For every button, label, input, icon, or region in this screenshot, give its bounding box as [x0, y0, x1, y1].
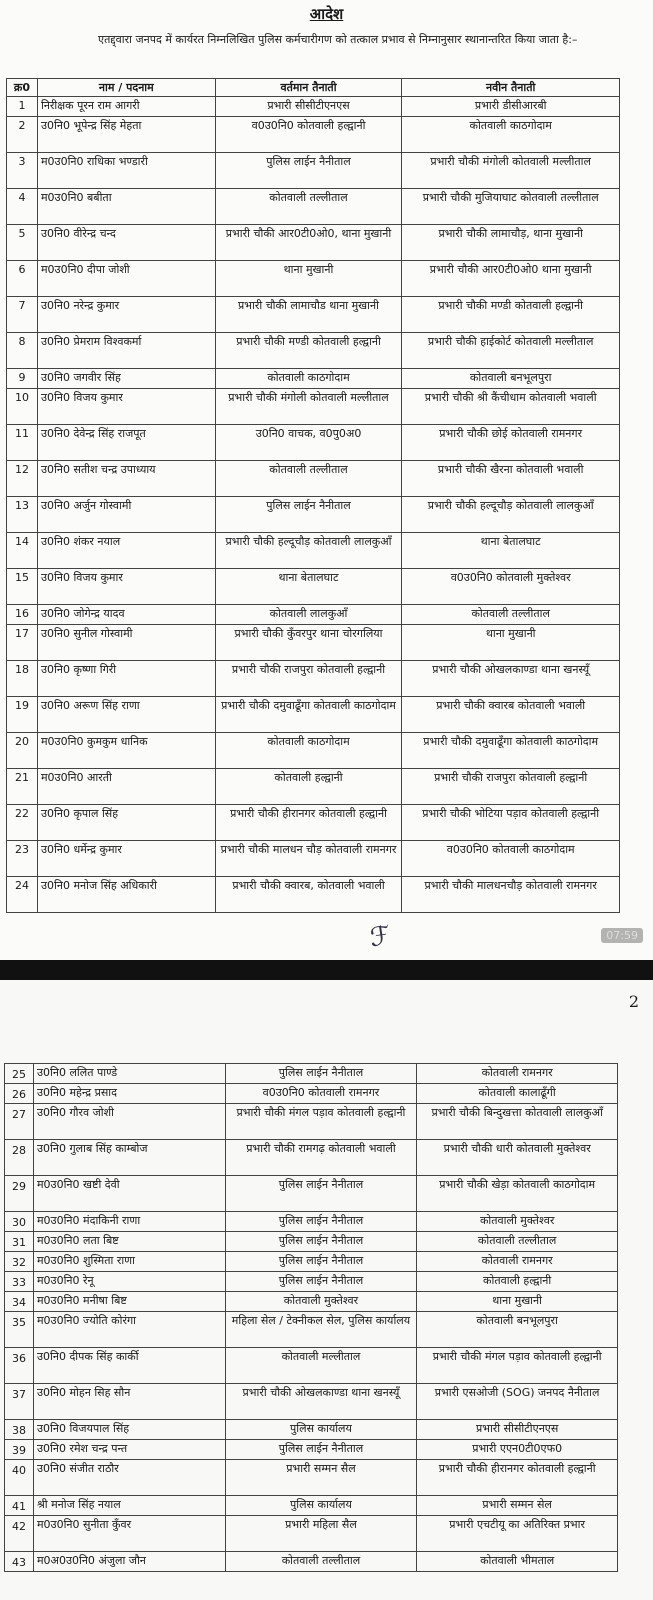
row-current-posting: प्रभारी चौकी क्वारब, कोतवाली भवाली — [215, 877, 402, 913]
row-new-posting: कोतवाली भीमताल — [417, 1552, 618, 1572]
row-name: उ0नि0 जगवीर सिंह — [37, 369, 215, 389]
row-serial: 24 — [7, 877, 38, 913]
table-row — [5, 1440, 618, 1460]
row-current-posting: महिला सेल / टेक्नीकल सेल, पुलिस कार्यालय — [225, 1312, 417, 1348]
row-name: उ0नि0 शंकर नयाल — [37, 533, 215, 569]
table-row — [7, 189, 620, 225]
table-row — [5, 1064, 618, 1084]
row-name: उ0नि0 सतीश चन्द्र उपाध्याय — [37, 461, 215, 497]
row-new-posting: कोतवाली कालाढूँगी — [417, 1084, 618, 1104]
row-current-posting: कोतवाली तल्लीताल — [215, 461, 402, 497]
table-body — [5, 1064, 618, 1572]
page-title: आदेश — [309, 5, 344, 23]
table-row — [7, 297, 620, 333]
row-name: श्री मनोज सिंह नयाल — [33, 1496, 225, 1516]
table-row — [7, 533, 620, 569]
row-current-posting: प्रभारी चौकी दमुवाढूँगा कोतवाली काठगोदाम — [215, 697, 402, 733]
row-new-posting: प्रभारी चौकी हल्दूचौड़ कोतवाली लालकुआँ — [402, 497, 620, 533]
row-current-posting: प्रभारी चौकी ओखलकाण्डा थाना खनस्यूँ — [225, 1384, 417, 1420]
row-serial: 11 — [7, 425, 38, 461]
row-name: उ0नि0 नरेन्द्र कुमार — [37, 297, 215, 333]
row-new-posting: थाना मुखानी — [402, 625, 620, 661]
row-name: उ0नि0 ललित पाण्डे — [33, 1064, 225, 1084]
row-new-posting: कोतवाली तल्लीताल — [417, 1232, 618, 1252]
row-serial: 43 — [5, 1552, 34, 1572]
row-new-posting: कोतवाली बनभूलपुरा — [402, 369, 620, 389]
header-current-posting: वर्तमान तैनाती — [215, 79, 402, 97]
row-current-posting: कोतवाली काठगोदाम — [215, 733, 402, 769]
table-row — [7, 661, 620, 697]
row-new-posting: प्रभारी चौकी मण्डी कोतवाली हल्द्वानी — [402, 297, 620, 333]
header-serial: क्र0 — [7, 79, 38, 97]
row-current-posting: पुलिस लाईन नैनीताल — [225, 1176, 417, 1212]
row-name: म0अ0उ0नि0 अंजुला जौन — [33, 1552, 225, 1572]
table-row — [7, 261, 620, 297]
table-row — [7, 877, 620, 913]
row-serial: 34 — [5, 1292, 34, 1312]
row-current-posting: प्रभारी चौकी मंगोली कोतवाली मल्लीताल — [215, 389, 402, 425]
row-serial: 40 — [5, 1460, 34, 1496]
row-serial: 38 — [5, 1420, 34, 1440]
row-current-posting: कोतवाली तल्लीताल — [215, 189, 402, 225]
row-current-posting: कोतवाली तल्लीताल — [225, 1552, 417, 1572]
row-serial: 36 — [5, 1348, 34, 1384]
row-name: उ0नि0 धर्मेन्द्र कुमार — [37, 841, 215, 877]
row-name: उ0नि0 विजयपाल सिंह — [33, 1420, 225, 1440]
table-row — [7, 333, 620, 369]
table-row — [5, 1552, 618, 1572]
row-new-posting: प्रभारी चौकी राजपुरा कोतवाली हल्द्वानी — [402, 769, 620, 805]
table-row — [7, 697, 620, 733]
row-serial: 19 — [7, 697, 38, 733]
row-name: म0उ0नि0 राधिका भण्डारी — [37, 153, 215, 189]
row-name: म0उ0नि0 रेनू — [33, 1272, 225, 1292]
table-row — [7, 497, 620, 533]
row-serial: 28 — [5, 1140, 34, 1176]
row-serial: 26 — [5, 1084, 34, 1104]
row-new-posting: कोतवाली बनभूलपुरा — [417, 1312, 618, 1348]
row-current-posting: पुलिस लाईन नैनीताल — [225, 1232, 417, 1252]
row-serial: 3 — [7, 153, 38, 189]
table-row — [7, 117, 620, 153]
row-serial: 23 — [7, 841, 38, 877]
row-new-posting: प्रभारी चौकी लामाचौड़, थाना मुखानी — [402, 225, 620, 261]
table-row — [7, 841, 620, 877]
row-current-posting: थाना मुखानी — [215, 261, 402, 297]
handwritten-signature: ℱ — [368, 920, 393, 954]
row-name: म0उ0नि0 मंदाकिनी राणा — [33, 1212, 225, 1232]
table-row — [5, 1104, 618, 1140]
row-current-posting: प्रभारी चौकी हीरानगर कोतवाली हल्द्वानी — [215, 805, 402, 841]
row-serial: 21 — [7, 769, 38, 805]
row-serial: 25 — [5, 1064, 34, 1084]
row-name: उ0नि0 सुनील गोस्वामी — [37, 625, 215, 661]
row-new-posting: प्रभारी चौकी धारी कोतवाली मुक्तेश्वर — [417, 1140, 618, 1176]
row-new-posting: प्रभारी चौकी ओखलकाण्डा थाना खनस्यूँ — [402, 661, 620, 697]
row-current-posting: पुलिस लाईन नैनीताल — [215, 153, 402, 189]
row-name: उ0नि0 प्रेमराम विश्वकर्मा — [37, 333, 215, 369]
row-name: म0उ0नि0 बबीता — [37, 189, 215, 225]
row-current-posting: पुलिस लाईन नैनीताल — [215, 497, 402, 533]
table-row — [5, 1348, 618, 1384]
row-name: उ0नि0 मनोज सिंह अधिकारी — [37, 877, 215, 913]
table-row — [5, 1176, 618, 1212]
table-row — [5, 1460, 618, 1496]
row-current-posting: प्रभारी चौकी आर0टी0ओ0, थाना मुखानी — [215, 225, 402, 261]
table-row — [5, 1252, 618, 1272]
table-row — [5, 1496, 618, 1516]
row-new-posting: प्रभारी चौकी मुजियाघाट कोतवाली तल्लीताल — [402, 189, 620, 225]
row-name: उ0नि0 संजीत राठौर — [33, 1460, 225, 1496]
row-name: म0उ0नि0 आरती — [37, 769, 215, 805]
row-serial: 17 — [7, 625, 38, 661]
row-serial: 14 — [7, 533, 38, 569]
table-header-row — [7, 79, 620, 97]
table-row — [7, 425, 620, 461]
row-name: म0उ0नि0 सुनीता कुँवर — [33, 1516, 225, 1552]
row-serial: 42 — [5, 1516, 34, 1552]
row-name: उ0नि0 गुलाब सिंह काम्बोज — [33, 1140, 225, 1176]
row-new-posting: कोतवाली काठगोदाम — [402, 117, 620, 153]
table-row — [7, 569, 620, 605]
row-new-posting: व0उ0नि0 कोतवाली मुक्तेश्वर — [402, 569, 620, 605]
row-name: उ0नि0 अर्जुन गोस्वामी — [37, 497, 215, 533]
row-name: म0उ0नि0 लता बिष्ट — [33, 1232, 225, 1252]
row-current-posting: उ0नि0 वाचक, व0पु0अ0 — [215, 425, 402, 461]
transfer-table-page-2 — [4, 1063, 618, 1572]
row-name: म0उ0नि0 कुमकुम धानिक — [37, 733, 215, 769]
row-name: म0उ0नि0 ज्योति कोरंगा — [33, 1312, 225, 1348]
row-current-posting: कोतवाली मल्लीताल — [225, 1348, 417, 1384]
row-new-posting: प्रभारी एएन0टी0एफ0 — [417, 1440, 618, 1460]
row-current-posting: पुलिस लाईन नैनीताल — [225, 1212, 417, 1232]
row-serial: 20 — [7, 733, 38, 769]
transfer-table-page-1 — [6, 78, 620, 913]
table-row — [7, 389, 620, 425]
row-current-posting: पुलिस लाईन नैनीताल — [225, 1252, 417, 1272]
table-row — [7, 461, 620, 497]
row-serial: 5 — [7, 225, 38, 261]
row-current-posting: प्रभारी चौकी मंगल पड़ाव कोतवाली हल्द्वानी — [225, 1104, 417, 1140]
row-serial: 16 — [7, 605, 38, 625]
row-name: म0उ0नि0 खष्टी देवी — [33, 1176, 225, 1212]
row-current-posting: कोतवाली काठगोदाम — [215, 369, 402, 389]
table-row — [5, 1084, 618, 1104]
row-current-posting: प्रभारी चौकी मण्डी कोतवाली हल्द्वानी — [215, 333, 402, 369]
row-serial: 13 — [7, 497, 38, 533]
row-name: उ0नि0 कृष्णा गिरी — [37, 661, 215, 697]
row-new-posting: प्रभारी सीसीटीएनएस — [417, 1420, 618, 1440]
row-current-posting: कोतवाली लालकुआँ — [215, 605, 402, 625]
row-serial: 41 — [5, 1496, 34, 1516]
row-name: म0उ0नि0 शुस्मिता राणा — [33, 1252, 225, 1272]
page-number: 2 — [628, 992, 639, 1011]
table-row — [5, 1420, 618, 1440]
row-serial: 31 — [5, 1232, 34, 1252]
row-name: म0उ0नि0 मनीषा बिष्ट — [33, 1292, 225, 1312]
row-name: निरीक्षक पूरन राम आगरी — [37, 97, 215, 117]
row-serial: 18 — [7, 661, 38, 697]
row-name: उ0नि0 विजय कुमार — [37, 569, 215, 605]
timestamp-overlay: 07:59 — [601, 928, 643, 943]
table-row — [5, 1232, 618, 1252]
row-new-posting: व0उ0नि0 कोतवाली काठगोदाम — [402, 841, 620, 877]
row-new-posting: प्रभारी चौकी आर0टी0ओ0 थाना मुखानी — [402, 261, 620, 297]
row-new-posting: कोतवाली हल्द्वानी — [417, 1272, 618, 1292]
row-serial: 4 — [7, 189, 38, 225]
row-new-posting: प्रभारी चौकी छोई कोतवाली रामनगर — [402, 425, 620, 461]
table-row — [5, 1516, 618, 1552]
row-serial: 1 — [7, 97, 38, 117]
row-current-posting: प्रभारी चौकी रामगढ़ कोतवाली भवाली — [225, 1140, 417, 1176]
row-current-posting: व0उ0नि0 कोतवाली रामनगर — [225, 1084, 417, 1104]
table-row — [7, 225, 620, 261]
row-new-posting: प्रभारी एचटीयू का अतिरिक्त प्रभार — [417, 1516, 618, 1552]
row-serial: 27 — [5, 1104, 34, 1140]
row-current-posting: प्रभारी सम्मन सैल — [225, 1460, 417, 1496]
row-new-posting: प्रभारी चौकी दमुवाढूँगा कोतवाली काठगोदाम — [402, 733, 620, 769]
row-current-posting: पुलिस लाईन नैनीताल — [225, 1440, 417, 1460]
row-current-posting: व0उ0नि0 कोतवाली हल्द्वानी — [215, 117, 402, 153]
row-serial: 7 — [7, 297, 38, 333]
table-row — [7, 369, 620, 389]
row-name: उ0नि0 दीपक सिंह कार्की — [33, 1348, 225, 1384]
table-row — [5, 1384, 618, 1420]
row-new-posting: प्रभारी चौकी श्री कैंचीधाम कोतवाली भवाली — [402, 389, 620, 425]
intro-paragraph: एतद्द्वारा जनपद में कार्यरत निम्नलिखित पुलिस कर्मचारीगण को तत्काल प्रभाव से निम्नानुसार स्थानान्तरित किया जाता है:– — [98, 33, 578, 46]
row-new-posting: थाना बेतालघाट — [402, 533, 620, 569]
row-new-posting: प्रभारी चौकी मंगल पड़ाव कोतवाली हल्द्वानी — [417, 1348, 618, 1384]
row-serial: 33 — [5, 1272, 34, 1292]
table-row — [5, 1272, 618, 1292]
row-current-posting: पुलिस लाईन नैनीताल — [225, 1064, 417, 1084]
row-current-posting: थाना बेतालघाट — [215, 569, 402, 605]
row-current-posting: प्रभारी चौकी मालधन चौड़ कोतवाली रामनगर — [215, 841, 402, 877]
row-name: म0उ0नि0 दीपा जोशी — [37, 261, 215, 297]
row-serial: 39 — [5, 1440, 34, 1460]
row-new-posting: कोतवाली रामनगर — [417, 1064, 618, 1084]
row-serial: 9 — [7, 369, 38, 389]
table-row — [7, 733, 620, 769]
row-current-posting: प्रभारी सीसीटीएनएस — [215, 97, 402, 117]
row-current-posting: पुलिस कार्यालय — [225, 1420, 417, 1440]
row-new-posting: कोतवाली रामनगर — [417, 1252, 618, 1272]
row-name: उ0नि0 महेन्द्र प्रसाद — [33, 1084, 225, 1104]
row-new-posting: प्रभारी डीसीआरबी — [402, 97, 620, 117]
row-serial: 10 — [7, 389, 38, 425]
row-serial: 12 — [7, 461, 38, 497]
row-new-posting: प्रभारी चौकी खैरना कोतवाली भवाली — [402, 461, 620, 497]
row-new-posting: थाना मुखानी — [417, 1292, 618, 1312]
row-new-posting: प्रभारी चौकी मालधनचौड़ कोतवाली रामनगर — [402, 877, 620, 913]
row-current-posting: कोतवाली हल्द्वानी — [215, 769, 402, 805]
row-new-posting: प्रभारी चौकी क्वारब कोतवाली भवाली — [402, 697, 620, 733]
row-name: उ0नि0 मोहन सिह सौन — [33, 1384, 225, 1420]
table-row — [7, 805, 620, 841]
table-row — [5, 1292, 618, 1312]
row-current-posting: प्रभारी चौकी राजपुरा कोतवाली हल्द्वानी — [215, 661, 402, 697]
row-current-posting: पुलिस कार्यालय — [225, 1496, 417, 1516]
row-current-posting: प्रभारी चौकी लामाचौड थाना मुखानी — [215, 297, 402, 333]
table-row — [7, 625, 620, 661]
table-body — [7, 97, 620, 913]
row-new-posting: प्रभारी चौकी हाईकोर्ट कोतवाली मल्लीताल — [402, 333, 620, 369]
table-row — [7, 153, 620, 189]
row-serial: 8 — [7, 333, 38, 369]
table-row — [5, 1312, 618, 1348]
row-serial: 35 — [5, 1312, 34, 1348]
table-row — [7, 769, 620, 805]
table-row — [5, 1140, 618, 1176]
table-row — [7, 97, 620, 117]
row-name: उ0नि0 भूपेन्द्र सिंह मेहता — [37, 117, 215, 153]
table-row — [7, 605, 620, 625]
row-new-posting: प्रभारी चौकी भोटिया पड़ाव कोतवाली हल्द्वानी — [402, 805, 620, 841]
row-serial: 32 — [5, 1252, 34, 1272]
row-new-posting: प्रभारी चौकी बिन्दुखत्ता कोतवाली लालकुआँ — [417, 1104, 618, 1140]
row-name: उ0नि0 अरूण सिंह राणा — [37, 697, 215, 733]
row-new-posting: कोतवाली मुक्तेश्वर — [417, 1212, 618, 1232]
header-new-posting: नवीन तैनाती — [402, 79, 620, 97]
page-divider — [0, 960, 653, 980]
row-serial: 22 — [7, 805, 38, 841]
row-new-posting: प्रभारी सम्मन सेल — [417, 1496, 618, 1516]
row-name: उ0नि0 वीरेन्द्र चन्द — [37, 225, 215, 261]
row-serial: 6 — [7, 261, 38, 297]
row-new-posting: प्रभारी चौकी मंगोली कोतवाली मल्लीताल — [402, 153, 620, 189]
row-serial: 29 — [5, 1176, 34, 1212]
table-row — [5, 1212, 618, 1232]
row-current-posting: प्रभारी महिला सैल — [225, 1516, 417, 1552]
row-new-posting: प्रभारी चौकी खेड़ा कोतवाली काठगोदाम — [417, 1176, 618, 1212]
row-name: उ0नि0 देवेन्द्र सिंह राजपूत — [37, 425, 215, 461]
row-name: उ0नि0 रमेश चन्द्र पन्त — [33, 1440, 225, 1460]
row-serial: 2 — [7, 117, 38, 153]
row-name: उ0नि0 गौरव जोशी — [33, 1104, 225, 1140]
row-name: उ0नि0 जोगेन्द्र यादव — [37, 605, 215, 625]
row-new-posting: प्रभारी चौकी हीरानगर कोतवाली हल्द्वानी — [417, 1460, 618, 1496]
row-serial: 15 — [7, 569, 38, 605]
row-current-posting: प्रभारी चौकी कुँवरपुर थाना चोरगलिया — [215, 625, 402, 661]
row-new-posting: कोतवाली तल्लीताल — [402, 605, 620, 625]
row-name: उ0नि0 विजय कुमार — [37, 389, 215, 425]
row-name: उ0नि0 कृपाल सिंह — [37, 805, 215, 841]
row-new-posting: प्रभारी एसओजी (SOG) जनपद नैनीताल — [417, 1384, 618, 1420]
row-current-posting: पुलिस लाईन नैनीताल — [225, 1272, 417, 1292]
row-serial: 37 — [5, 1384, 34, 1420]
row-current-posting: प्रभारी चौकी हल्दूचौड़ कोतवाली लालकुआँ — [215, 533, 402, 569]
row-current-posting: कोतवाली मुक्तेश्वर — [225, 1292, 417, 1312]
row-serial: 30 — [5, 1212, 34, 1232]
header-name: नाम / पदनाम — [37, 79, 215, 97]
